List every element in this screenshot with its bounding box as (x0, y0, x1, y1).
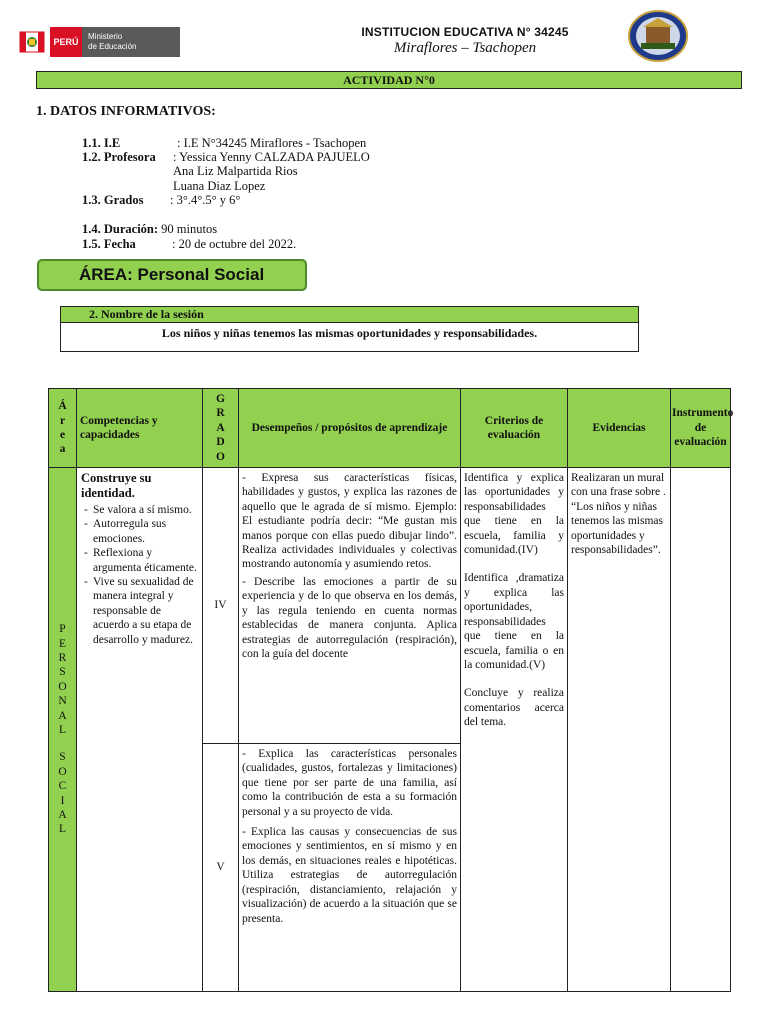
session-name: Los niños y niñas tenemos las mismas oportunidades y responsabilidades. (161, 326, 538, 340)
header-instrumento: Instrumento de evaluación (671, 389, 731, 468)
peru-coat-of-arms-icon (18, 28, 46, 56)
header-area: Á r e a (49, 389, 77, 468)
list-item: Identifica y explica las oportunidades y responsabilidades que tiene en la escuela, familia y comunidad.(IV) (464, 472, 564, 557)
planning-table (48, 388, 734, 992)
area-vertical-label: P E R S O N A L S O C I A L (49, 468, 77, 992)
desempenos-iv (239, 468, 461, 744)
list-item: - Se valora a sí mismo. (93, 503, 199, 517)
desempenos-v (239, 744, 461, 992)
header-grado: G R A D O (203, 389, 239, 468)
competencia-cell (77, 468, 203, 992)
list-item: - Explica las características personales (cualidades, gustos, fortalezas y limitaciones) que tiene por ser parte de una familia, así como la contribución de esta a su formación personal y a su proyecto de vida. (242, 748, 457, 818)
info-prof-value-1: : Yessica Yenny CALZADA PAJUELO (173, 150, 370, 164)
ministry-line-2: de Educación (88, 42, 137, 51)
list-item: - Reflexiona y argumenta éticamente. (93, 546, 199, 575)
info-prof-value-3: Luana Diaz Lopez (173, 179, 266, 193)
evidencias-cell: Realizaran un mural con una frase sobre . “Los niños y niñas tenemos las mismas oportunidades y responsabilidades”. (568, 468, 671, 992)
area-label: ÁREA: Personal Social (37, 259, 307, 291)
list-item: - Expresa sus características físicas, habilidades y gustos, y explica las razones de aquello que le agrada de sí mismo. Ejemplo: El estudiante podría decir: “Me gustan mis manos porque con ellas puedo dibujar lindo”. Realiza actividades individuales y colectivas mostrando autonomía y asumiendo retos. (242, 472, 457, 571)
grado-v: V (203, 744, 239, 992)
info-prof-value-2: Ana Liz Malpartida Rios (173, 164, 298, 178)
criterios-cell (461, 468, 568, 992)
header-evidencias: Evidencias (568, 389, 671, 468)
capacidades-list (81, 503, 199, 647)
info-ie-label: 1.1. I.E (82, 136, 121, 150)
institution-location: Miraflores – Tsachopen (393, 40, 537, 56)
activity-bar: ACTIVIDAD N°0 (36, 71, 742, 89)
info-ie-value: : I.E N°34245 Miraflores - Tsachopen (177, 136, 367, 150)
list-item: - Explica las causas y consecuencias de sus emociones y sentimientos, en sí mismo y en los demás, en situaciones reales e hipotéticas. Utiliza estrategias de autorregulación (respiración, distanciamiento, relajación y visualización) de acuerdo a la situación que se presenta. (242, 826, 457, 925)
instrumento-cell (671, 468, 731, 992)
info-grados-label: 1.3. Grados (82, 193, 144, 207)
list-item: Concluye y realiza comentarios acerca del tema. (464, 687, 564, 729)
list-item: - Vive su sexualidad de manera integral y responsable de acuerdo a su etapa de desarrollo y madurez. (93, 575, 199, 647)
ministry-line-1: Ministerio (88, 32, 123, 41)
datos-title: 1. DATOS INFORMATIVOS: (36, 104, 216, 119)
header-desempenos: Desempeños / propósitos de aprendizaje (239, 389, 461, 468)
competencia-title: Construye su identidad. (81, 471, 152, 501)
list-item: - Autorregula sus emociones. (93, 517, 199, 546)
ministry-label (82, 27, 180, 57)
info-fecha-value: : 20 de octubre del 2022. (172, 237, 297, 251)
session-box (60, 306, 639, 352)
school-logo-icon (627, 10, 689, 62)
header-criterios: Criterios de evaluación (461, 389, 568, 468)
list-item: Identifica ,dramatiza y explica las oportunidades, responsabilidades que tiene en la escuela, familia o en la comunidad.(V) (464, 572, 564, 671)
header-competencias: Competencias y capacidades (77, 389, 203, 468)
info-duracion: 1.4. Duración: 90 minutos (82, 222, 218, 236)
info-prof-label: 1.2. Profesora (82, 150, 156, 164)
session-heading: 2. Nombre de la sesión (61, 307, 638, 323)
peru-label: PERÚ (50, 27, 82, 57)
grado-iv: IV (203, 468, 239, 744)
info-grados-value: : 3°.4°.5° y 6° (170, 193, 241, 207)
list-item: - Describe las emociones a partir de su experiencia y de lo que observa en los demás, y las regula teniendo en cuenta normas establecidas de manera conjunta. Aplica estrategias de autorregulación (respiración), con la guía del docente (242, 575, 457, 660)
info-fecha-label: 1.5. Fecha (82, 237, 136, 251)
institution-name: INSTITUCION EDUCATIVA N° 34245 (361, 25, 569, 39)
